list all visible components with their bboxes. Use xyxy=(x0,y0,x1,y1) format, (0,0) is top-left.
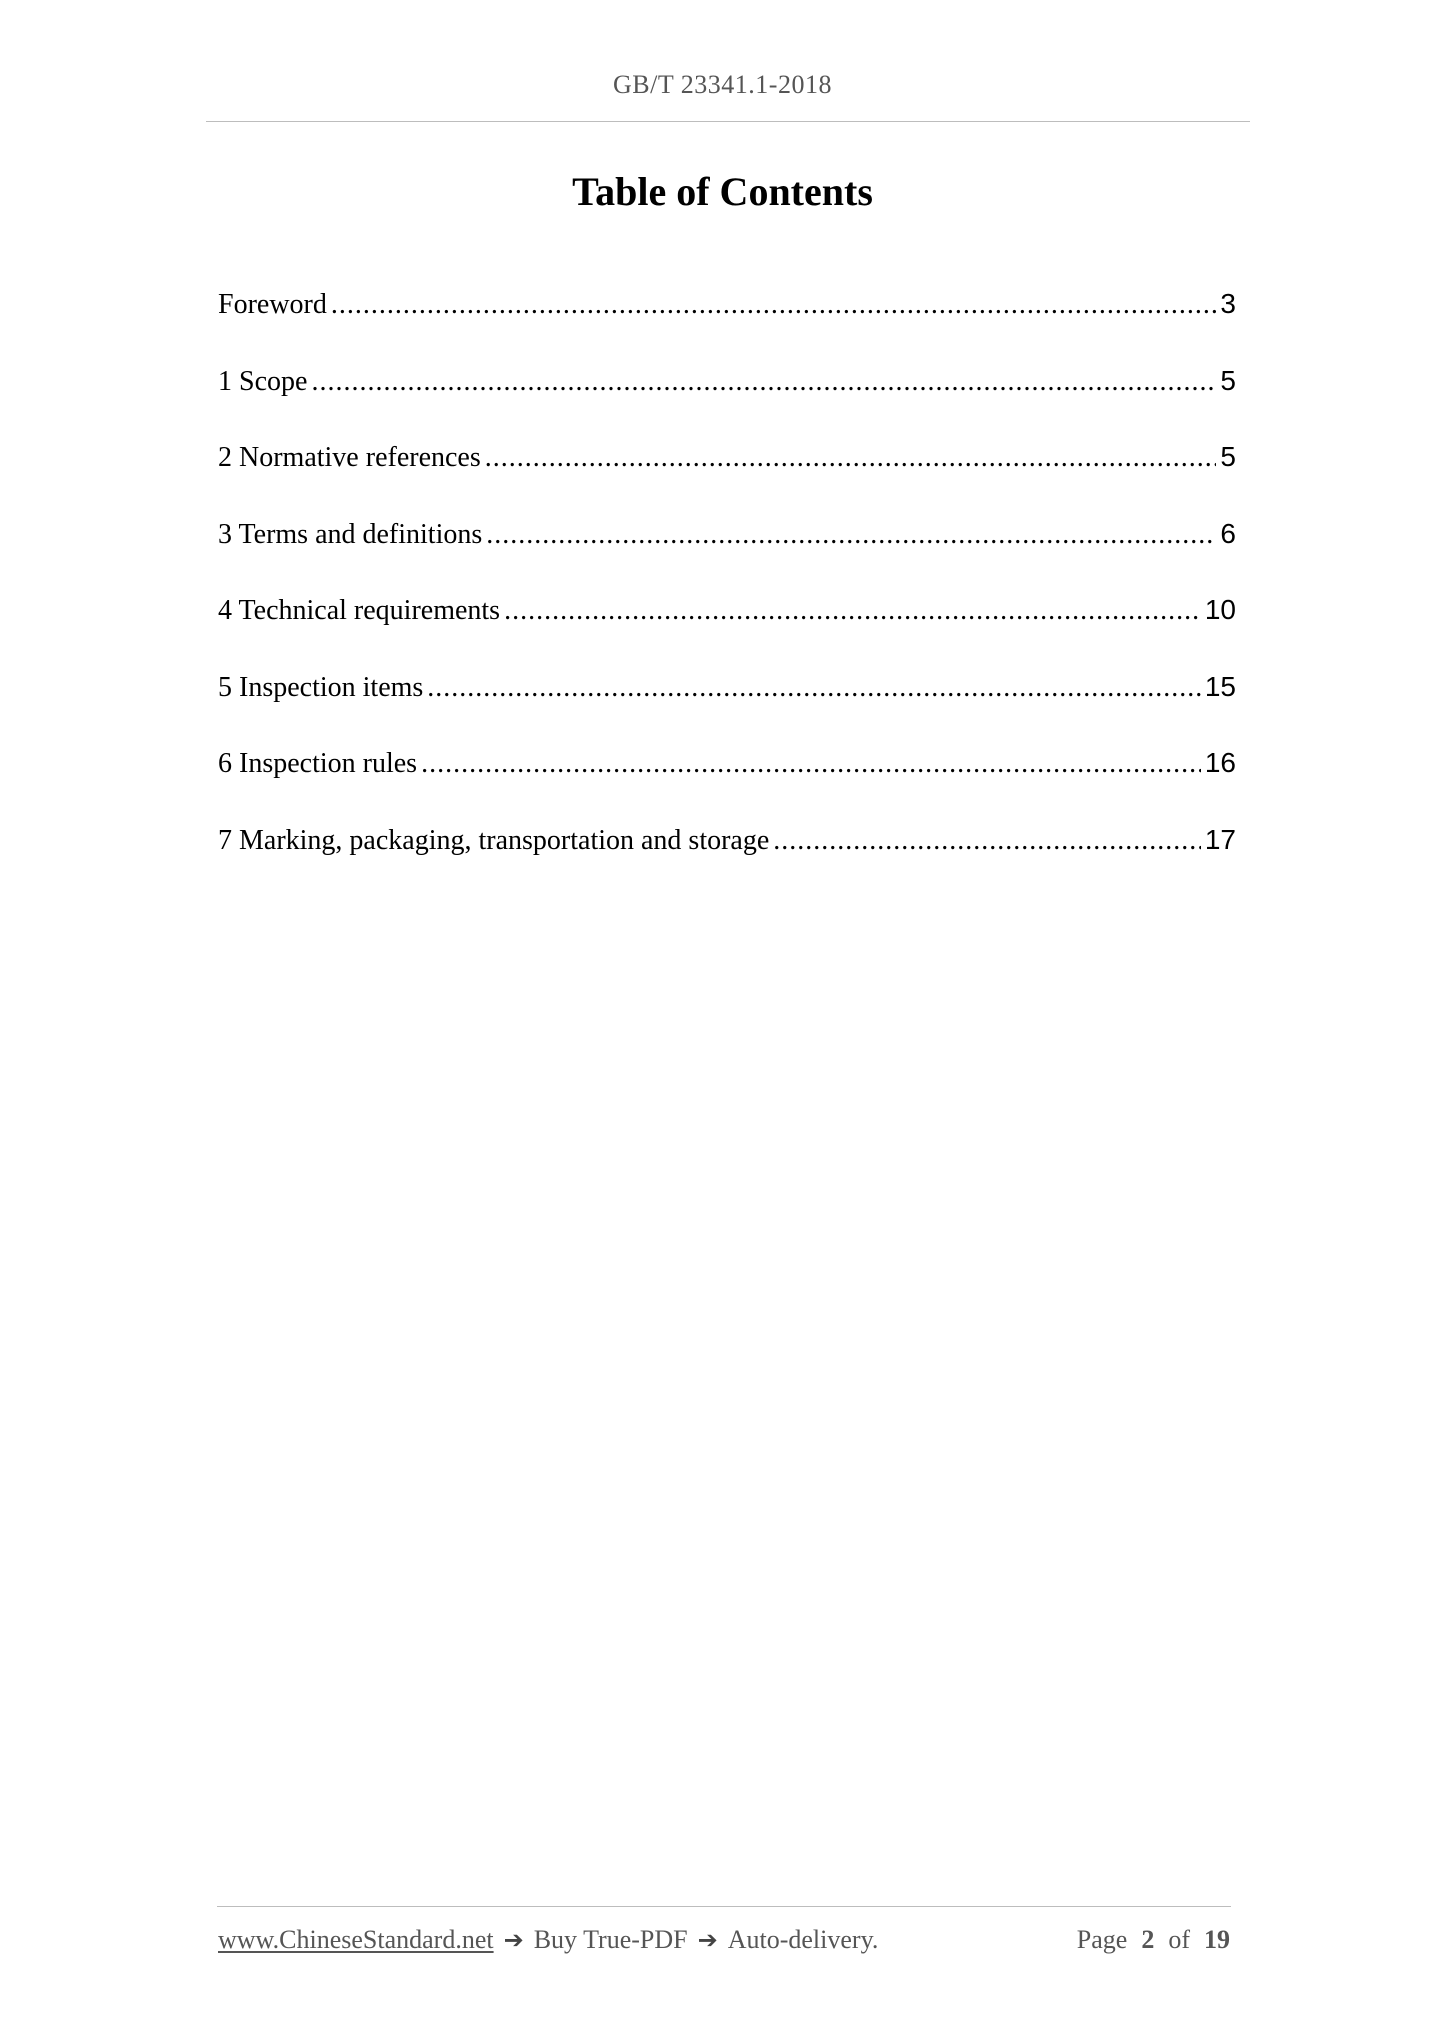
toc-entry-terms-and-definitions[interactable] xyxy=(218,518,1236,595)
buy-pdf-text: Buy True-PDF xyxy=(533,1925,688,1954)
toc-entry-technical-requirements[interactable] xyxy=(218,594,1236,671)
toc-dot-leader xyxy=(773,825,1201,857)
toc-entry-scope[interactable] xyxy=(218,365,1236,442)
toc-entry-page: 16 xyxy=(1204,747,1236,778)
toc-title: Table of Contents xyxy=(572,169,873,214)
toc-entry-label: 5 Inspection items xyxy=(218,671,424,703)
header-divider xyxy=(206,121,1250,122)
toc-entry-page: 17 xyxy=(1204,823,1236,855)
toc-entry-label: 6 Inspection rules xyxy=(218,748,418,779)
total-pages-number: 19 xyxy=(1204,1925,1230,1954)
toc-dot-leader xyxy=(427,672,1201,704)
toc-list xyxy=(218,288,1236,900)
toc-entry-label: 4 Technical requirements xyxy=(218,595,501,626)
page-indicator xyxy=(1077,1925,1230,1955)
toc-dot-leader xyxy=(311,366,1216,398)
toc-entry-page: 5 xyxy=(1220,364,1236,396)
page-footer xyxy=(218,1925,1230,1955)
toc-entry-normative-references[interactable] xyxy=(218,441,1236,518)
arrow-right-icon: ➔ xyxy=(503,1926,524,1954)
toc-entry-page: 6 xyxy=(1220,517,1236,549)
footer-promo xyxy=(218,1925,878,1955)
toc-entry-label: Foreword xyxy=(218,289,327,320)
toc-dot-leader xyxy=(486,519,1216,551)
footer-divider xyxy=(217,1906,1231,1907)
toc-dot-leader xyxy=(504,595,1201,627)
toc-entry-page: 10 xyxy=(1204,594,1236,625)
toc-entry-label: 1 Scope xyxy=(218,365,308,397)
page-label: Page xyxy=(1076,1925,1128,1954)
toc-entry-label: 3 Terms and definitions xyxy=(218,518,483,550)
toc-entry-inspection-rules[interactable] xyxy=(218,747,1236,824)
of-label: of xyxy=(1168,1925,1190,1954)
toc-entry-page: 5 xyxy=(1220,441,1236,472)
site-link[interactable]: www.ChineseStandard.net xyxy=(218,1925,494,1954)
toc-entry-inspection-items[interactable] xyxy=(218,671,1236,748)
toc-dot-leader xyxy=(331,289,1217,321)
toc-entry-page: 15 xyxy=(1204,670,1236,702)
toc-entry-foreword[interactable] xyxy=(218,288,1236,365)
toc-entry-page: 3 xyxy=(1220,288,1236,319)
toc-dot-leader xyxy=(485,442,1217,474)
toc-entry-marking-packaging[interactable] xyxy=(218,824,1236,901)
document-id-header: GB/T 23341.1-2018 xyxy=(613,70,832,99)
current-page-number: 2 xyxy=(1141,1925,1155,1954)
arrow-right-icon: ➔ xyxy=(697,1926,718,1954)
delivery-text: Auto-delivery. xyxy=(727,1925,879,1954)
toc-entry-label: 2 Normative references xyxy=(218,442,481,473)
toc-entry-label: 7 Marking, packaging, transportation and storage xyxy=(218,824,770,856)
toc-dot-leader xyxy=(421,748,1201,780)
